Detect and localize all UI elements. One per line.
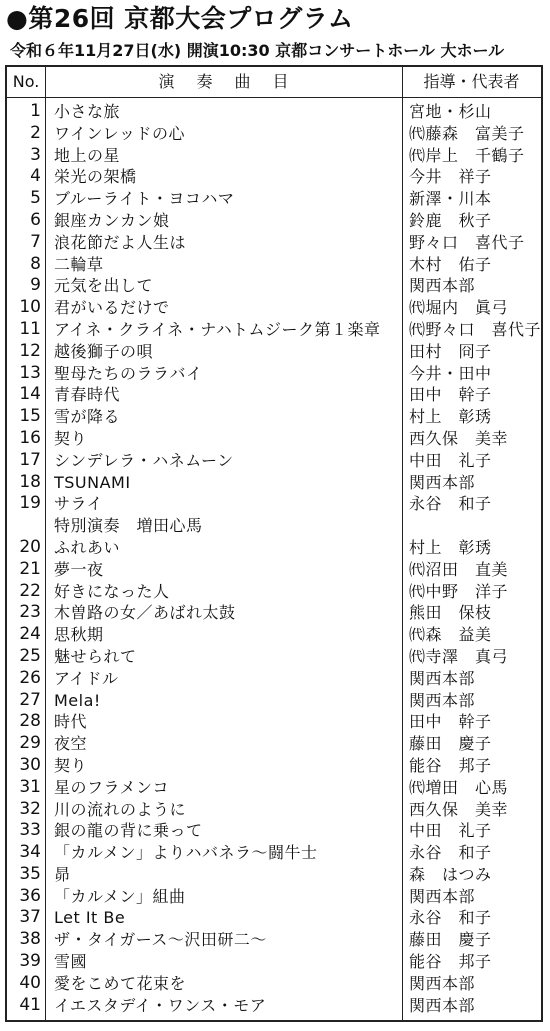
row-number: 31 [19,776,41,797]
event-info: 令和６年11月27日(水) 開演10:30 京都コンサートホール 大ホール [10,41,505,60]
table-row [7,668,541,690]
row-number: 38 [19,929,41,950]
leader-name: 藤田 慶子 [409,930,492,950]
song-title: 特別演奏 増田心馬 [54,516,203,536]
song-title: 聖母たちのララバイ [54,363,203,383]
row-number: 10 [19,297,41,318]
song-title: 銀座カンカン娘 [54,210,170,230]
table-row [7,275,541,297]
song-title: 夜空 [54,734,88,754]
table-row [7,559,541,581]
row-number: 4 [30,166,41,187]
leader-name: ㈹岸上 千鶴子 [409,145,525,165]
program-title: ●第26回 京都大会プログラム [6,4,354,33]
song-title: ブルーライト・ヨコハマ [54,189,235,209]
leader-name: ㈹寺澤 真弓 [409,646,509,666]
header-leader: 指導・代表者 [423,72,520,91]
leader-name: 今井・田中 [409,363,492,383]
row-number: 36 [19,885,41,906]
row-number: 23 [19,602,41,623]
leader-name: 中田 礼子 [409,821,492,841]
table-row [7,711,541,733]
row-number: 35 [19,863,41,884]
leader-name: ㈹森 益美 [409,625,492,645]
song-title: 木曽路の女／あばれ太鼓 [54,603,236,623]
leader-name: 野々口 喜代子 [409,232,525,252]
row-number: 13 [19,362,41,383]
table-row [7,995,541,1017]
leader-name: 田中 幹子 [409,385,492,405]
row-number: 16 [19,427,41,448]
song-title: ザ・タイガース〜沢田研二〜 [54,930,267,950]
row-number: 21 [19,558,41,579]
table-row [7,123,541,145]
table-row [7,842,541,864]
table-row [7,602,541,624]
song-title: 元気を出して [54,276,154,296]
row-number: 14 [19,384,41,405]
song-title: TSUNAMI [54,472,131,492]
leader-name: 関西本部 [409,995,476,1015]
song-title: 小さな旅 [54,102,121,121]
song-title: 浪花節だよ人生は [54,232,187,252]
table-row [7,297,541,319]
table-body [7,101,541,1016]
leader-name: 田中 幹子 [409,712,492,732]
song-title: 雪が降る [54,407,121,427]
table-row [7,341,541,363]
table-row [7,864,541,886]
song-title: イエスタデイ・ワンス・モア [54,995,267,1015]
song-title: 地上の星 [54,145,121,165]
song-title: 魅せられて [54,646,137,666]
row-number: 15 [19,406,41,427]
leader-name: 関西本部 [409,973,476,993]
table-row [7,951,541,973]
leader-name: ㈹野々口 喜代子 [409,319,542,339]
row-number: 18 [19,471,41,492]
table-row [7,907,541,929]
leader-name: ㈹堀内 眞弓 [409,298,509,318]
row-number: 22 [19,580,41,601]
song-title: サライ [54,494,104,514]
table-row [7,733,541,755]
row-number: 39 [19,951,41,972]
row-number: 29 [19,733,41,754]
header-number: No. [12,72,40,91]
row-number: 17 [19,449,41,470]
song-title: 君がいるだけで [54,298,170,318]
table-row [7,319,541,341]
row-number: 20 [19,536,41,557]
leader-name: 今井 祥子 [409,167,492,187]
song-title: 「カルメン」よりハバネラ〜闘牛士 [54,843,318,863]
leader-name: 藤田 慶子 [409,734,492,754]
table-row [7,624,541,646]
row-number: 1 [30,101,41,121]
song-title: アイドル [54,668,119,688]
leader-name: 永谷 和子 [409,843,492,863]
row-number: 19 [19,493,41,514]
row-number: 41 [19,994,41,1015]
song-title: 「カルメン」組曲 [54,886,186,906]
table-row [7,472,541,494]
table-row [7,581,541,603]
song-title: シンデレラ・ハネムーン [54,450,234,470]
table-row [7,450,541,472]
song-title: Mela! [54,690,101,710]
leader-name: 宮地・杉山 [409,102,492,121]
leader-name: 村上 彰琇 [409,407,492,427]
table-row [7,929,541,951]
table-row [7,145,541,167]
leader-name: 西久保 美幸 [409,428,509,448]
program-table [5,65,543,1022]
leader-name: 関西本部 [409,690,476,710]
row-number: 8 [30,253,41,274]
row-number: 25 [19,645,41,666]
row-number: 3 [30,144,41,165]
table-row [7,232,541,254]
song-title: 思秋期 [54,625,104,645]
song-title: 銀の龍の背に乗って [54,821,203,841]
song-title: 愛をこめて花束を [54,973,187,993]
table-row [7,973,541,995]
leader-name: 関西本部 [409,668,476,688]
row-number: 12 [19,340,41,361]
leader-name: 西久保 美幸 [409,799,509,819]
song-title: 星のフラメンコ [54,777,170,797]
leader-name: 関西本部 [409,276,476,296]
leader-name: 関西本部 [409,472,476,492]
leader-name: ㈹増田 心馬 [409,777,509,797]
table-row [7,690,541,712]
table-header [7,67,541,98]
song-title: 契り [54,755,88,775]
row-number: 6 [30,209,41,230]
song-title: 契り [54,428,88,448]
table-row [7,646,541,668]
song-title: 夢一夜 [54,559,104,579]
table-row [7,210,541,232]
song-title: 川の流れのように [54,799,187,819]
song-title: Let It Be [54,908,126,928]
row-number: 24 [19,624,41,645]
table-row [7,188,541,210]
song-title: 雪國 [54,952,88,972]
song-title: ワインレッドの心 [54,123,185,143]
row-number: 27 [19,689,41,710]
table-row [7,406,541,428]
leader-name: 中田 礼子 [409,450,492,470]
row-number: 40 [19,972,41,993]
table-row [7,777,541,799]
row-number: 26 [19,667,41,688]
row-number: 9 [30,275,41,296]
leader-name: 永谷 和子 [409,908,492,928]
table-row [7,384,541,406]
leader-name: 森 はつみ [409,864,492,884]
leader-name: 永谷 和子 [409,494,492,514]
song-title: 栄光の架橋 [54,167,137,187]
table-row [7,755,541,777]
leader-name: 新澤・川本 [409,189,492,209]
song-title: 二輪草 [54,254,104,274]
table-row [7,515,541,537]
table-row [7,363,541,385]
leader-name: 能谷 邦子 [409,952,492,972]
table-row [7,254,541,276]
table-row [7,428,541,450]
row-number: 33 [19,820,41,841]
song-title: ふれあい [54,537,121,557]
leader-name: 田村 冏子 [409,341,492,361]
leader-name: 鈴鹿 秋子 [409,210,492,230]
table-row [7,820,541,842]
row-number: 37 [19,907,41,928]
song-title: 越後獅子の唄 [54,341,154,361]
table-row [7,166,541,188]
song-title: 青春時代 [54,385,121,405]
row-number: 32 [19,798,41,819]
table-row [7,799,541,821]
header-song-title: 演奏曲目 [158,72,311,91]
table-row [7,493,541,515]
row-number: 28 [19,711,41,732]
row-number: 7 [30,231,41,252]
table-row [7,101,541,123]
song-title: 昴 [54,864,71,884]
song-title: 好きになった人 [54,581,170,601]
table-row [7,886,541,908]
row-number: 30 [19,754,41,775]
leader-name: ㈹沼田 直美 [409,559,509,579]
table-row [7,537,541,559]
leader-name: ㈹藤森 富美子 [409,123,525,143]
row-number: 2 [30,122,41,143]
leader-name: 能谷 邦子 [409,755,492,775]
leader-name: 熊田 保枝 [409,603,492,623]
row-number: 5 [30,188,41,209]
song-title: 時代 [54,712,88,732]
row-number: 34 [19,842,41,863]
leader-name: 村上 彰琇 [409,537,492,557]
leader-name: 関西本部 [409,886,476,906]
leader-name: ㈹中野 洋子 [409,581,509,601]
song-title: アイネ・クライネ・ナハトムジーク第１楽章 [54,319,381,339]
row-number: 11 [19,318,41,339]
leader-name: 木村 佑子 [409,254,492,274]
